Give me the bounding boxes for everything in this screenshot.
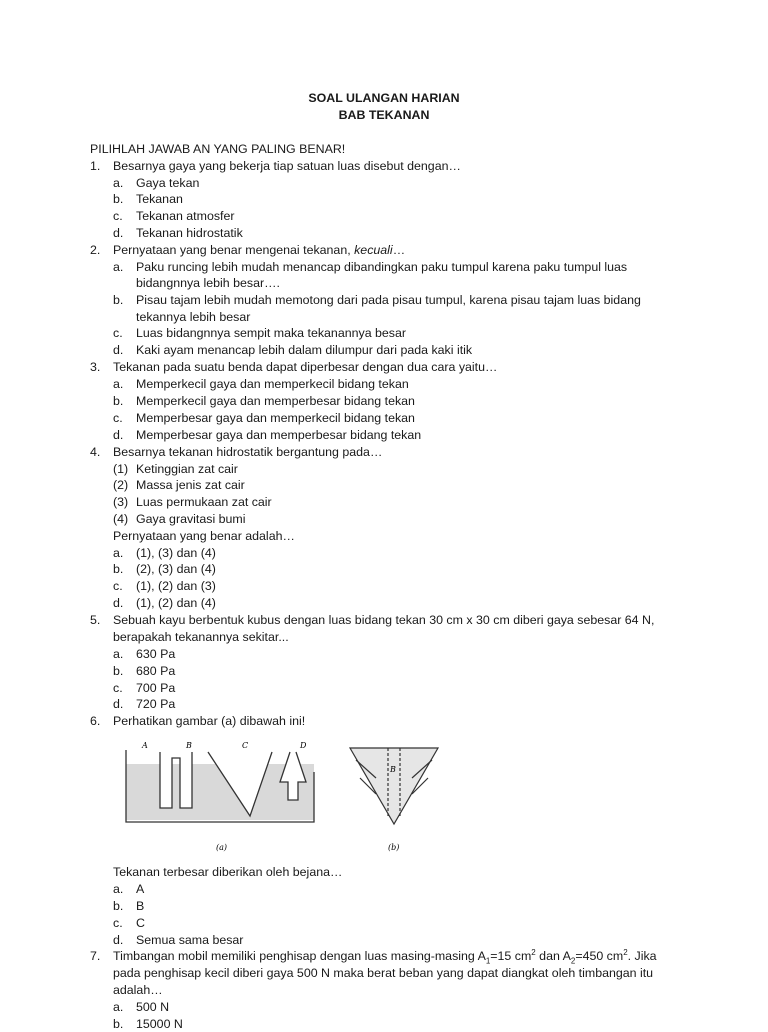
- question-number: 5.: [90, 613, 101, 627]
- option-letter: c.: [113, 411, 123, 425]
- question-number: 1.: [90, 159, 101, 173]
- question-text-continued: adalah…: [113, 983, 163, 997]
- superscript: 2: [623, 947, 628, 957]
- option-text: 720 Pa: [136, 697, 176, 711]
- question-text-main: Pernyataan yang benar mengenai tekanan,: [113, 243, 355, 257]
- option-letter: b.: [113, 394, 124, 408]
- figure-b: [350, 748, 438, 824]
- question-number: 2.: [90, 243, 101, 257]
- option-text: 700 Pa: [136, 681, 176, 695]
- document-subtitle: BAB TEKANAN: [338, 108, 430, 122]
- option-letter: a.: [113, 647, 124, 661]
- statement-label: (3): [113, 495, 129, 509]
- question-text: Tekanan pada suatu benda dapat diperbesar dengan dua cara yaitu…: [113, 360, 498, 374]
- statement-label: (4): [113, 512, 129, 526]
- option-letter: c.: [113, 326, 123, 340]
- option-text: 500 N: [136, 1000, 170, 1014]
- option-letter: d.: [113, 226, 124, 240]
- option-text: (1), (2) dan (3): [136, 579, 216, 593]
- option-text: Gaya tekan: [136, 176, 200, 190]
- question-text-continued: pada penghisap kecil diberi gaya 500 N maka berat beban yang dapat diangkat oleh timbangan itu: [113, 966, 654, 980]
- option-text: Memperkecil gaya dan memperkecil bidang tekan: [136, 377, 409, 391]
- statement-text: Luas permukaan zat cair: [136, 495, 272, 509]
- subscript: 1: [485, 956, 491, 966]
- subscript: 2: [570, 956, 576, 966]
- question-text: Sebuah kayu berbentuk kubus dengan luas bidang tekan 30 cm x 30 cm diberi gaya sebesar 64 N,: [113, 613, 655, 627]
- option-letter: b.: [113, 192, 124, 206]
- question-text-part: . Jika: [627, 949, 657, 963]
- option-text: Paku runcing lebih mudah menancap dibandingkan paku tumpul karena paku tumpul luas: [136, 260, 628, 274]
- option-text-continued: tekannya lebih besar: [136, 310, 251, 324]
- option-letter: c.: [113, 579, 123, 593]
- vessel-figure: [120, 738, 440, 858]
- option-text: Memperkecil gaya dan memperbesar bidang tekan: [136, 394, 415, 408]
- option-text: C: [136, 916, 145, 930]
- question-text: Perhatikan gambar (a) dibawah ini!: [113, 714, 306, 728]
- question-text: Besarnya tekanan hidrostatik bergantung pada…: [113, 445, 383, 459]
- option-letter: c.: [113, 209, 123, 223]
- figure-caption-a: (a): [216, 843, 228, 852]
- option-letter: a.: [113, 882, 124, 896]
- question-text-part: =15 cm: [490, 949, 532, 963]
- question-text-emphasis: kecuali: [354, 243, 393, 257]
- option-letter: a.: [113, 176, 124, 190]
- figure-caption-b: (b): [388, 843, 400, 852]
- statement-label: (1): [113, 462, 129, 476]
- option-letter: d.: [113, 697, 124, 711]
- vessel-label-d: D: [300, 741, 307, 750]
- question-number: 4.: [90, 445, 101, 459]
- option-letter: c.: [113, 681, 123, 695]
- option-text: Pisau tajam lebih mudah memotong dari pada pisau tumpul, karena pisau tajam luas bidang: [136, 293, 641, 307]
- vessel-label-c: C: [242, 741, 249, 750]
- option-text: A: [136, 882, 145, 896]
- option-text: 630 Pa: [136, 647, 176, 661]
- question-number: 3.: [90, 360, 101, 374]
- option-text-continued: bidangnnya lebih besar….: [136, 276, 280, 290]
- option-text: (1), (2) dan (4): [136, 596, 216, 610]
- option-letter: b.: [113, 899, 124, 913]
- option-text: Memperbesar gaya dan memperkecil bidang tekan: [136, 411, 415, 425]
- option-letter: a.: [113, 1000, 124, 1014]
- option-letter: c.: [113, 916, 123, 930]
- option-text: 680 Pa: [136, 664, 176, 678]
- option-text: Tekanan atmosfer: [136, 209, 235, 223]
- statement-text: Ketinggian zat cair: [136, 462, 238, 476]
- option-letter: b.: [113, 293, 124, 307]
- vessel-label-b: B: [186, 741, 192, 750]
- question-text: [113, 948, 657, 964]
- option-text: (2), (3) dan (4): [136, 562, 216, 576]
- question-text: [113, 242, 405, 258]
- option-letter: d.: [113, 343, 124, 357]
- statement-label: (2): [113, 478, 129, 492]
- option-text: Memperbesar gaya dan memperbesar bidang tekan: [136, 428, 422, 442]
- option-letter: b.: [113, 562, 124, 576]
- question-stem: Pernyataan yang benar adalah…: [113, 529, 295, 543]
- option-letter: d.: [113, 933, 124, 947]
- option-letter: b.: [113, 1017, 124, 1031]
- statement-text: Massa jenis zat cair: [136, 478, 245, 492]
- instruction: PILIHLAH JAWAB AN YANG PALING BENAR!: [90, 142, 346, 156]
- option-letter: a.: [113, 260, 124, 274]
- question-text-part: =450 cm: [575, 949, 624, 963]
- option-text: Tekanan hidrostatik: [136, 226, 243, 240]
- superscript: 2: [531, 947, 536, 957]
- figure-b-label: B: [390, 765, 396, 774]
- option-letter: a.: [113, 377, 124, 391]
- figure-a: [126, 750, 314, 822]
- option-letter: b.: [113, 664, 124, 678]
- option-text: Kaki ayam menancap lebih dalam dilumpur dari pada kaki itik: [136, 343, 473, 357]
- question-text-end: …: [392, 243, 406, 257]
- option-text: Tekanan: [136, 192, 183, 206]
- question-text-continued: berapakah tekanannya sekitar...: [113, 630, 289, 644]
- question-number: 7.: [90, 949, 101, 963]
- statement-text: Gaya gravitasi bumi: [136, 512, 246, 526]
- question-text-part: dan A: [535, 949, 571, 963]
- option-letter: d.: [113, 596, 124, 610]
- option-text: (1), (3) dan (4): [136, 546, 216, 560]
- question-text-part: Timbangan mobil memiliki penghisap dengan luas masing-masing A: [113, 949, 486, 963]
- option-letter: d.: [113, 428, 124, 442]
- option-text: Luas bidangnnya sempit maka tekanannya besar: [136, 326, 407, 340]
- question-text: Besarnya gaya yang bekerja tiap satuan luas disebut dengan…: [113, 159, 461, 173]
- vessel-label-a: A: [142, 741, 148, 750]
- option-text: B: [136, 899, 145, 913]
- option-letter: a.: [113, 546, 124, 560]
- option-text: Semua sama besar: [136, 933, 244, 947]
- option-text: 15000 N: [136, 1017, 183, 1031]
- question-stem: Tekanan terbesar diberikan oleh bejana…: [113, 865, 343, 879]
- question-number: 6.: [90, 714, 101, 728]
- document-title: SOAL ULANGAN HARIAN: [308, 91, 460, 105]
